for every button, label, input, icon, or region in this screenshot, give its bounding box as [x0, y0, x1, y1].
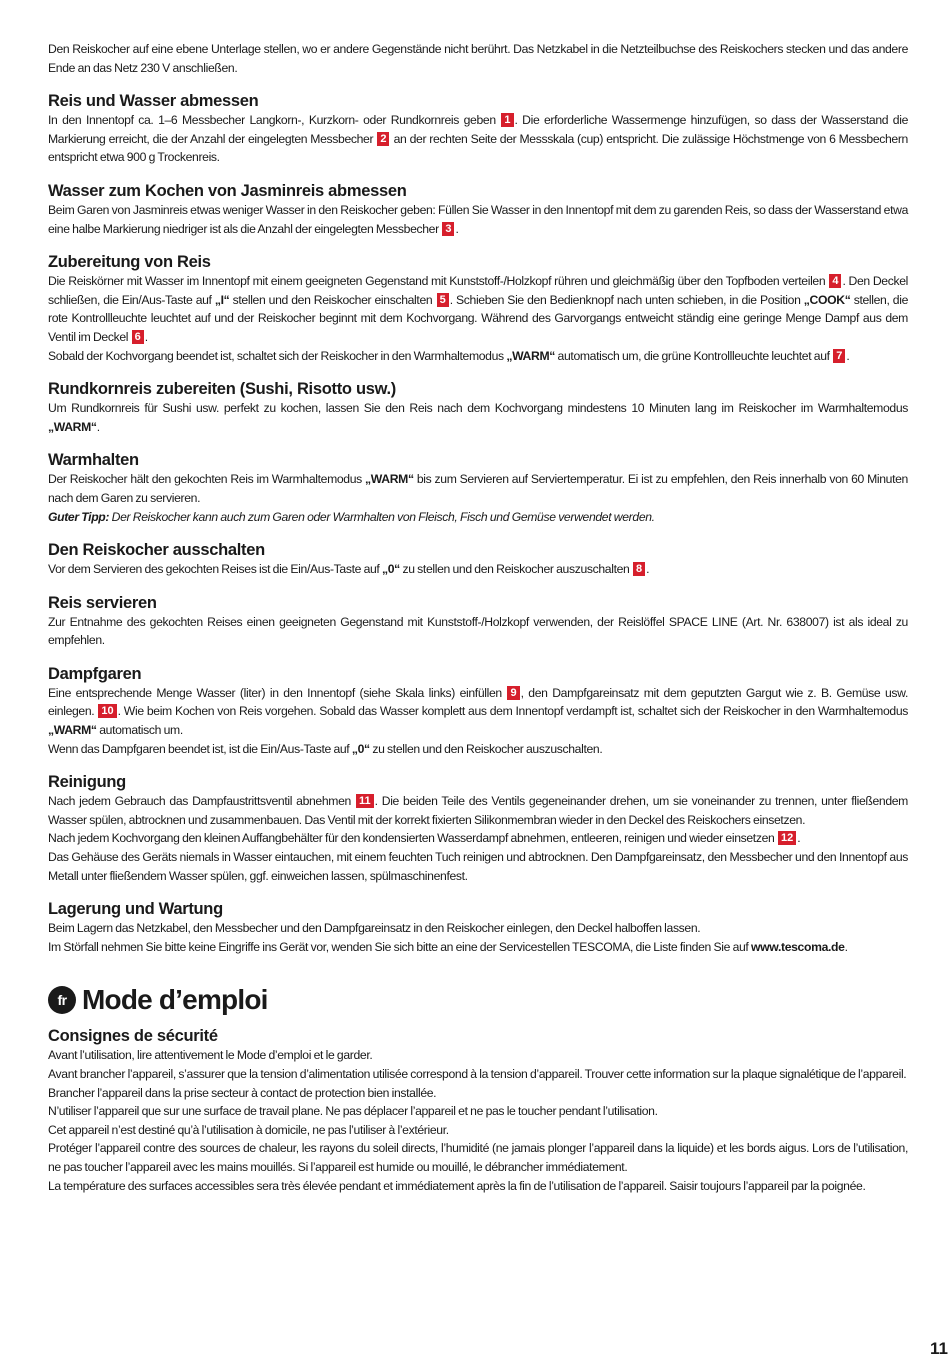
- paragraph-lagerung: [48, 919, 908, 938]
- paragraph-reinigung-3: [48, 848, 908, 885]
- paragraph-rundkorn: [48, 399, 908, 436]
- text: automatisch um.: [96, 723, 183, 738]
- step-badge: 8: [633, 562, 645, 576]
- text: . Die beiden Teile des Ventils gegeneinander drehen, um sie voneinander zu trennen, unter fließendem Wasser spülen, abtrocknen und zusammenbauen. Das Ventil mit der korrekt fixierten Silikonmembran wieder in den Deckel des Reiskochers einsetzen.: [48, 794, 908, 827]
- text: Sobald der Kochvorgang beendet ist, schaltet sich der Reiskocher in den Warmhaltemodus: [48, 348, 507, 363]
- text: .: [96, 419, 100, 434]
- heading-lagerung: Lagerung und Wartung: [48, 900, 223, 919]
- heading-reis-wasser: Reis und Wasser abmessen: [48, 92, 259, 111]
- text: stellen und den Reiskocher einschalten: [229, 292, 436, 307]
- paragraph-lagerung-2: [48, 938, 908, 957]
- fr-line: N’utiliser l’appareil que sur une surface de travail plane. Ne pas déplacer l’appareil et ne pas le toucher pendant l’utilisation.: [48, 1104, 658, 1119]
- bold-text: „COOK“: [803, 292, 851, 307]
- text: automatisch um, die grüne Kontrollleuchte leuchtet auf: [555, 348, 833, 363]
- text: . Die erforderliche Wassermenge hinzufügen, so dass der Wasserstand die Markierung erreicht, die der Anzahl der eingelegten Messbecher: [48, 113, 908, 146]
- heading-zubereitung: Zubereitung von Reis: [48, 253, 211, 272]
- paragraph-ausschalten: [48, 560, 908, 579]
- bold-text: „WARM“: [365, 472, 414, 487]
- text: In den Innentopf ca. 1–6 Messbecher Langkorn-, Kurzkorn- oder Rundkornreis geben: [48, 113, 501, 128]
- text: bis zum Servieren auf Serviertemperatur. Ei ist zu empfehlen, den Reis innerhalb von 60 Minuten nach dem Garen zu servieren.: [48, 472, 908, 505]
- page-number: 11: [930, 1339, 948, 1358]
- heading-servieren: Reis servieren: [48, 593, 157, 612]
- text: Zur Entnahme des gekochten Reises einen geeigneten Gegenstand mit Kunststoff-/Holzkopf verwenden, der Reislöffel SPACE LINE (Art. Nr. 638007) ist als ideal zu empfehlen.: [48, 614, 908, 648]
- section-title-fr: [48, 978, 908, 1022]
- text: .: [455, 221, 459, 236]
- step-badge: 10: [98, 704, 116, 718]
- bold-text: „0“: [382, 562, 400, 577]
- paragraph-jasmin: [48, 201, 908, 238]
- step-badge: 11: [356, 794, 374, 808]
- tip-label: Guter Tipp:: [48, 509, 110, 524]
- text: Nach jedem Gebrauch das Dampfaustrittsventil abnehmen: [48, 794, 355, 809]
- text: .: [646, 562, 650, 577]
- text: . Den Deckel schließen, die Ein/Aus-Taste auf: [48, 274, 908, 307]
- text: .: [846, 348, 850, 363]
- paragraph-dampfgaren: [48, 684, 908, 740]
- paragraph-reinigung: [48, 792, 908, 829]
- paragraph-dampfgaren-2: [48, 740, 908, 759]
- text: . Schieben Sie den Bedienknopf nach unten schieben, in die Position: [449, 292, 804, 307]
- manual-page: [48, 40, 908, 1195]
- step-badge: 7: [833, 349, 845, 363]
- text: , den Dampfgareinsatz mit dem geputzten Gargut wie z. B. Gemüse usw. einlegen.: [48, 685, 908, 719]
- step-badge: 9: [507, 686, 519, 700]
- french-language-icon: fr: [48, 986, 76, 1014]
- fr-line: Avant l’utilisation, lire attentivement le Mode d’emploi et le garder.: [48, 1048, 373, 1063]
- bold-text: „0“: [351, 741, 370, 756]
- heading-rundkorn: Rundkornreis zubereiten (Sushi, Risotto usw.): [48, 380, 397, 399]
- bold-text: „WARM“: [48, 419, 97, 434]
- step-badge: 6: [132, 330, 144, 344]
- tip-paragraph: [48, 508, 908, 527]
- text: Wenn das Dampfgaren beendet ist, ist die Ein/Aus-Taste auf: [48, 741, 352, 756]
- fr-line: Avant brancher l’appareil, s’assurer que la tension d’alimentation utilisée correspond à la tension d’appareil. Trouver cette information sur la plaque signalétique de l’appareil.: [48, 1067, 907, 1081]
- paragraph-zubereitung: [48, 272, 908, 346]
- bold-text: „WARM“: [506, 348, 556, 363]
- text: Beim Lagern das Netzkabel, den Messbecher und den Dampfgareinsatz in den Reiskocher einlegen, den Deckel halboffen lassen.: [48, 921, 701, 936]
- text: Im Störfall nehmen Sie bitte keine Eingriffe ins Gerät vor, wenden Sie sich bitte an eine der Servicestellen TESCOMA, die Liste finden Sie auf: [48, 939, 752, 954]
- text: Um Rundkornreis für Sushi usw. perfekt zu kochen, lassen Sie den Reis nach dem Kochvorgang mindestens 10 Minuten lang im Reiskocher im Warmhaltemodus: [48, 401, 908, 416]
- website-link[interactable]: www.tescoma.de: [751, 939, 845, 954]
- heading-jasmin: Wasser zum Kochen von Jasminreis abmessen: [48, 181, 407, 200]
- heading-consignes: Consignes de sécurité: [48, 1027, 218, 1046]
- paragraph-warmhalten: [48, 470, 908, 507]
- text: .: [797, 831, 801, 846]
- text: Das Gehäuse des Geräts niemals in Wasser eintauchen, mit einem feuchten Tuch reinigen und abtrocknen. Den Dampfgareinsatz, den Messbecher und den Innentopf aus Metall unter fließendem Wasser spülen, ggf. einweichen lassen, spülmaschinenfest.: [48, 850, 908, 883]
- step-badge: 2: [377, 132, 389, 146]
- text: .: [844, 939, 848, 954]
- heading-ausschalten: Den Reiskocher ausschalten: [48, 541, 265, 560]
- bold-text: „WARM“: [48, 723, 97, 738]
- text: Vor dem Servieren des gekochten Reises ist die Ein/Aus-Taste auf: [48, 562, 382, 577]
- step-badge: 3: [442, 222, 454, 236]
- fr-line: Brancher l’appareil dans la prise secteur à contact de protection bien installée.: [48, 1085, 437, 1100]
- heading-warmhalten: Warmhalten: [48, 451, 139, 470]
- fr-line: Protéger l’appareil contre des sources de chaleur, les rayons du soleil directs, l’humidité (ne jamais plonger l’appareil dans la liquide) et les bords aigus. Lors de l’utilisation, ne pas toucher l’appareil avec les mains mouillés. Si l’appareil est humide ou mouillé, le débrancher immédiatement.: [48, 1141, 908, 1174]
- heading-dampfgaren: Dampfgaren: [48, 664, 142, 683]
- paragraph-zubereitung-2: [48, 347, 908, 366]
- text: Die Reiskörner mit Wasser im Innentopf mit einem geeigneten Gegenstand mit Kunststoff-/Holzkopf rühren und gleichmäßig über den Topfboden verteilen: [48, 274, 829, 289]
- paragraph-servieren: [48, 613, 908, 650]
- text: zu stellen und den Reiskocher auszuschalten.: [369, 741, 603, 756]
- text: Eine entsprechende Menge Wasser (liter) in den Innentopf (siehe Skala links) einfüllen: [48, 685, 507, 700]
- text: zu stellen und den Reiskocher auszuschalten: [399, 562, 633, 577]
- text: .: [144, 329, 148, 344]
- step-badge: 12: [778, 831, 796, 845]
- paragraph-reinigung-2: [48, 829, 908, 848]
- intro-paragraph: [48, 40, 908, 77]
- step-badge: 4: [829, 274, 841, 288]
- heading-reinigung: Reinigung: [48, 773, 126, 792]
- text: . Wie beim Kochen von Reis vorgehen. Sobald das Wasser komplett aus dem Innentopf verdampft ist, schaltet sich der Reiskocher in den Warmhaltemodus: [117, 704, 908, 719]
- text: an der rechten Seite der Messskala (cup) entspricht. Die zulässige Höchstmenge von 6 Messbechern entspricht etwa 900 g Trockenreis.: [48, 131, 908, 165]
- text: stellen, die rote Kontrollleuchte leuchtet auf und der Reiskocher beginnt mit dem Kochvorgang. Während des Garvorgangs entweicht ständig eine geringe Menge Dampf aus dem Ventil im Deckel: [48, 292, 908, 344]
- step-badge: 5: [437, 293, 449, 307]
- text: Nach jedem Kochvorgang den kleinen Auffangbehälter für den kondensierten Wasserdampf abnehmen, entleeren, reinigen und wieder einsetzen: [48, 831, 777, 846]
- fr-line: Cet appareil n’est destiné qu’à l’utilisation à domicile, ne pas l’utiliser à l’extérieur.: [48, 1122, 449, 1137]
- paragraph-reis-wasser: [48, 111, 908, 167]
- text: Der Reiskocher hält den gekochten Reis im Warmhaltemodus: [48, 472, 366, 487]
- bold-text: „I“: [214, 292, 230, 307]
- text: Beim Garen von Jasminreis etwas weniger Wasser in den Reiskocher geben: Füllen Sie Wasser in den Innentopf mit dem zu garenden Reis, so dass der Wasserstand etwa eine halbe Markierung niedriger ist als die Anzahl der eingelegten Messbecher: [48, 202, 908, 236]
- tip-text: Der Reiskocher kann auch zum Garen oder Warmhalten von Fleisch, Fisch und Gemüse verwendet werden.: [109, 509, 655, 524]
- fr-line: La température des surfaces accessibles sera très élevée pendant et immédiatement après la fin de l’utilisation de l’appareil. Saisir toujours l’appareil par la poignée.: [48, 1178, 866, 1193]
- step-badge: 1: [501, 113, 513, 127]
- mode-emploi-title: Mode d’emploi: [82, 984, 268, 1016]
- intro-text: Den Reiskocher auf eine ebene Unterlage stellen, wo er andere Gegenstände nicht berührt. Das Netzkabel in die Netzteilbuchse des Reiskochers stecken und das andere Ende an das Netz 230 V anschließen.: [48, 42, 908, 75]
